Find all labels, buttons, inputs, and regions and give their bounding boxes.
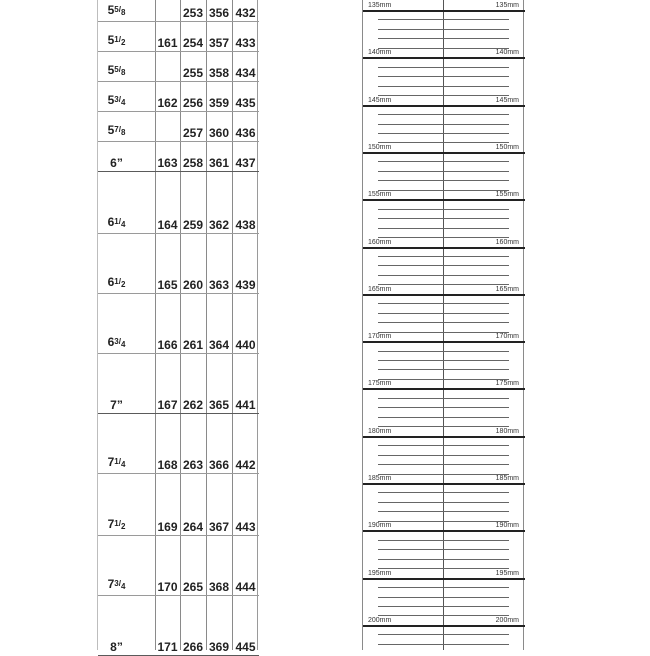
minor-tick bbox=[378, 19, 509, 20]
minor-tick bbox=[378, 606, 509, 607]
minor-tick bbox=[378, 379, 509, 380]
table-row bbox=[98, 536, 259, 596]
inch-whole: 6 bbox=[107, 215, 115, 229]
inch-whole: 7 bbox=[107, 517, 115, 531]
size-value-cell: 262 bbox=[182, 398, 204, 412]
minor-tick bbox=[378, 587, 509, 588]
mm-label-right: 190mm bbox=[495, 522, 519, 530]
size-value-cell: 168 bbox=[157, 458, 178, 472]
minor-tick bbox=[378, 511, 509, 512]
major-tick bbox=[363, 578, 525, 580]
inch-size-cell bbox=[98, 517, 135, 534]
minor-tick bbox=[378, 124, 509, 125]
inch-fraction-numerator: 3 bbox=[114, 95, 119, 104]
fraction-slash: / bbox=[118, 337, 121, 346]
inch-size-cell bbox=[98, 123, 135, 140]
mm-label-right: 160mm bbox=[495, 238, 519, 246]
mm-label-right: 170mm bbox=[495, 333, 519, 341]
table-row bbox=[98, 112, 259, 142]
minor-tick bbox=[378, 256, 509, 257]
minor-tick bbox=[378, 568, 509, 569]
inch-whole: 5 bbox=[107, 123, 115, 137]
fraction-slash: / bbox=[118, 95, 121, 104]
minor-tick bbox=[378, 464, 509, 465]
table-row bbox=[98, 414, 259, 474]
inch-fraction-denominator: 8 bbox=[120, 128, 126, 137]
minor-tick bbox=[378, 398, 509, 399]
size-value-cell: 162 bbox=[157, 96, 178, 110]
size-value-cell: 368 bbox=[208, 580, 230, 594]
minor-tick bbox=[378, 445, 509, 446]
inch-size-cell bbox=[98, 577, 135, 594]
minor-tick bbox=[378, 332, 509, 333]
minor-tick bbox=[378, 313, 509, 314]
inch-fraction-denominator: 2 bbox=[120, 280, 126, 289]
inch-fraction-denominator: 4 bbox=[120, 340, 126, 349]
mm-label-right: 150mm bbox=[495, 143, 519, 151]
inch-fraction-numerator: 1 bbox=[114, 277, 119, 286]
size-value-cell: 369 bbox=[208, 640, 230, 654]
inch-size-cell bbox=[98, 455, 135, 472]
minor-tick bbox=[378, 407, 509, 408]
mm-label-right: 145mm bbox=[495, 96, 519, 104]
minor-tick bbox=[378, 369, 509, 370]
minor-tick bbox=[378, 228, 509, 229]
size-value-cell: 363 bbox=[208, 278, 230, 292]
minor-tick bbox=[378, 29, 509, 30]
mm-label-left: 140mm bbox=[368, 49, 392, 57]
inch-whole: 7 bbox=[107, 455, 115, 469]
millimeter-ruler bbox=[362, 0, 524, 650]
inch-size-cell bbox=[98, 398, 135, 412]
inch-size-cell bbox=[98, 640, 135, 654]
minor-tick bbox=[378, 171, 509, 172]
fraction-slash: / bbox=[118, 217, 121, 226]
size-value-cell: 163 bbox=[157, 156, 178, 170]
inch-fraction-denominator: 4 bbox=[120, 460, 126, 469]
minor-tick bbox=[378, 351, 509, 352]
inch-fraction-numerator: 3 bbox=[114, 337, 119, 346]
inch-whole: 6 bbox=[107, 335, 115, 349]
size-value-cell: 170 bbox=[157, 580, 178, 594]
inch-size-cell bbox=[98, 93, 135, 110]
minor-tick bbox=[378, 549, 509, 550]
minor-tick bbox=[378, 265, 509, 266]
major-tick bbox=[363, 10, 525, 12]
minor-tick bbox=[378, 417, 509, 418]
minor-tick bbox=[378, 634, 509, 635]
mm-label-left: 195mm bbox=[368, 569, 392, 577]
mm-label-left: 175mm bbox=[368, 380, 392, 388]
fraction-slash: / bbox=[118, 579, 121, 588]
major-tick bbox=[363, 530, 525, 532]
mm-label-left: 160mm bbox=[368, 238, 392, 246]
minor-tick bbox=[378, 521, 509, 522]
mm-label-right: 200mm bbox=[495, 616, 519, 624]
inch-size-cell bbox=[98, 156, 135, 170]
table-row bbox=[98, 596, 259, 656]
minor-tick bbox=[378, 95, 509, 96]
mm-label-left: 150mm bbox=[368, 143, 392, 151]
table-row bbox=[98, 0, 259, 22]
fraction-slash: / bbox=[118, 277, 121, 286]
inch-fraction-numerator: 1 bbox=[114, 519, 119, 528]
table-row bbox=[98, 234, 259, 294]
minor-tick bbox=[378, 114, 509, 115]
mm-label-left: 165mm bbox=[368, 285, 392, 293]
minor-tick bbox=[378, 322, 509, 323]
inch-fraction-denominator: 4 bbox=[120, 220, 126, 229]
mm-label-right: 175mm bbox=[495, 380, 519, 388]
size-value-cell: 356 bbox=[208, 6, 230, 20]
inch-fraction-numerator: 1 bbox=[114, 35, 119, 44]
minor-tick bbox=[378, 597, 509, 598]
size-value-cell: 264 bbox=[182, 520, 204, 534]
size-value-cell: 442 bbox=[235, 458, 256, 472]
minor-tick bbox=[378, 502, 509, 503]
major-tick bbox=[363, 294, 525, 296]
mm-label-left: 135mm bbox=[368, 2, 392, 9]
fraction-slash: / bbox=[118, 35, 121, 44]
minor-tick bbox=[378, 360, 509, 361]
mm-label-left: 180mm bbox=[368, 427, 392, 435]
mm-label-left: 200mm bbox=[368, 616, 392, 624]
size-value-cell: 441 bbox=[235, 398, 256, 412]
size-value-cell: 444 bbox=[235, 580, 256, 594]
table-row bbox=[98, 82, 259, 112]
table-row bbox=[98, 474, 259, 536]
table-row bbox=[98, 354, 259, 414]
mm-label-right: 195mm bbox=[495, 569, 519, 577]
size-value-cell: 165 bbox=[157, 278, 178, 292]
size-value-cell: 434 bbox=[235, 66, 256, 80]
size-value-cell: 432 bbox=[235, 6, 256, 20]
inch-fraction-numerator: 3 bbox=[114, 579, 119, 588]
mm-label-left: 190mm bbox=[368, 522, 392, 530]
mm-label-right: 180mm bbox=[495, 427, 519, 435]
size-value-cell: 255 bbox=[182, 66, 204, 80]
size-value-cell: 167 bbox=[157, 398, 178, 412]
size-value-cell: 437 bbox=[235, 156, 256, 170]
size-conversion-table bbox=[97, 0, 258, 654]
inch-fraction-denominator: 8 bbox=[120, 68, 126, 77]
table-row bbox=[98, 294, 259, 354]
inch-fraction-denominator: 4 bbox=[120, 98, 126, 107]
size-value-cell: 362 bbox=[208, 218, 230, 232]
inch-whole: 5 bbox=[107, 63, 115, 77]
fraction-slash: / bbox=[118, 5, 121, 14]
major-tick bbox=[363, 199, 525, 201]
inch-fraction-numerator: 7 bbox=[114, 125, 119, 134]
fraction-slash: / bbox=[118, 519, 121, 528]
minor-tick bbox=[378, 133, 509, 134]
major-tick bbox=[363, 625, 525, 627]
minor-tick bbox=[378, 237, 509, 238]
inch-whole: 6” bbox=[110, 156, 123, 170]
table-row bbox=[98, 22, 259, 52]
major-tick bbox=[363, 57, 525, 59]
minor-tick bbox=[378, 142, 509, 143]
inch-size-cell bbox=[98, 63, 135, 80]
inch-fraction-numerator: 5 bbox=[114, 5, 119, 14]
inch-size-cell bbox=[98, 33, 135, 50]
major-tick bbox=[363, 247, 525, 249]
size-value-cell: 261 bbox=[182, 338, 204, 352]
minor-tick bbox=[378, 86, 509, 87]
size-value-cell: 254 bbox=[182, 36, 204, 50]
mm-label-left: 155mm bbox=[368, 191, 392, 199]
mm-label-left: 145mm bbox=[368, 96, 392, 104]
minor-tick bbox=[378, 48, 509, 49]
mm-label-right: 135mm bbox=[495, 2, 519, 9]
minor-tick bbox=[378, 209, 509, 210]
minor-tick bbox=[378, 180, 509, 181]
inch-whole: 5 bbox=[107, 33, 115, 47]
table-row bbox=[98, 52, 259, 82]
size-value-cell: 257 bbox=[182, 126, 204, 140]
inch-size-cell bbox=[98, 3, 135, 20]
size-value-cell: 253 bbox=[182, 6, 204, 20]
minor-tick bbox=[378, 474, 509, 475]
minor-tick bbox=[378, 455, 509, 456]
size-value-cell: 265 bbox=[182, 580, 204, 594]
inch-size-cell bbox=[98, 275, 135, 292]
minor-tick bbox=[378, 38, 509, 39]
inch-size-cell bbox=[98, 335, 135, 352]
size-value-cell: 171 bbox=[157, 640, 178, 654]
table-row bbox=[98, 142, 259, 172]
inch-whole: 8” bbox=[110, 640, 123, 654]
minor-tick bbox=[378, 615, 509, 616]
mm-label-right: 165mm bbox=[495, 285, 519, 293]
size-value-cell: 266 bbox=[182, 640, 204, 654]
mm-label-right: 155mm bbox=[495, 191, 519, 199]
fraction-slash: / bbox=[118, 125, 121, 134]
mm-label-left: 170mm bbox=[368, 333, 392, 341]
inch-fraction-denominator: 2 bbox=[120, 38, 126, 47]
minor-tick bbox=[378, 284, 509, 285]
size-value-cell: 358 bbox=[208, 66, 230, 80]
size-value-cell: 258 bbox=[182, 156, 204, 170]
size-value-cell: 166 bbox=[157, 338, 178, 352]
ruler-center-line bbox=[443, 0, 444, 650]
fraction-slash: / bbox=[118, 65, 121, 74]
minor-tick bbox=[378, 540, 509, 541]
size-value-cell: 361 bbox=[208, 156, 230, 170]
major-tick bbox=[363, 388, 525, 390]
size-value-cell: 256 bbox=[182, 96, 204, 110]
major-tick bbox=[363, 483, 525, 485]
size-value-cell: 435 bbox=[235, 96, 256, 110]
minor-tick bbox=[378, 303, 509, 304]
inch-fraction-numerator: 1 bbox=[114, 457, 119, 466]
size-value-cell: 433 bbox=[235, 36, 256, 50]
size-value-cell: 366 bbox=[208, 458, 230, 472]
inch-whole: 6 bbox=[107, 275, 115, 289]
inch-fraction-denominator: 4 bbox=[120, 582, 126, 591]
minor-tick bbox=[378, 559, 509, 560]
size-value-cell: 443 bbox=[235, 520, 256, 534]
size-value-cell: 438 bbox=[235, 218, 256, 232]
major-tick bbox=[363, 436, 525, 438]
mm-label-right: 185mm bbox=[495, 475, 519, 482]
size-value-cell: 259 bbox=[182, 218, 204, 232]
inch-fraction-numerator: 5 bbox=[114, 65, 119, 74]
size-value-cell: 169 bbox=[157, 520, 178, 534]
major-tick bbox=[363, 152, 525, 154]
minor-tick bbox=[378, 426, 509, 427]
minor-tick bbox=[378, 644, 509, 645]
mm-label-right: 140mm bbox=[495, 49, 519, 57]
size-value-cell: 360 bbox=[208, 126, 230, 140]
minor-tick bbox=[378, 67, 509, 68]
major-tick bbox=[363, 105, 525, 107]
size-value-cell: 439 bbox=[235, 278, 256, 292]
size-value-cell: 161 bbox=[157, 36, 178, 50]
size-value-cell: 164 bbox=[157, 218, 178, 232]
size-value-cell: 367 bbox=[208, 520, 230, 534]
table-row bbox=[98, 172, 259, 234]
inch-whole: 5 bbox=[107, 93, 115, 107]
inch-fraction-numerator: 1 bbox=[114, 217, 119, 226]
mm-label-left: 185mm bbox=[368, 475, 392, 482]
size-value-cell: 263 bbox=[182, 458, 204, 472]
fraction-slash: / bbox=[118, 457, 121, 466]
minor-tick bbox=[378, 492, 509, 493]
minor-tick bbox=[378, 190, 509, 191]
size-value-cell: 436 bbox=[235, 126, 256, 140]
size-value-cell: 359 bbox=[208, 96, 230, 110]
size-value-cell: 260 bbox=[182, 278, 204, 292]
size-value-cell: 365 bbox=[208, 398, 230, 412]
minor-tick bbox=[378, 275, 509, 276]
size-value-cell: 364 bbox=[208, 338, 230, 352]
minor-tick bbox=[378, 161, 509, 162]
inch-fraction-denominator: 8 bbox=[120, 8, 126, 17]
minor-tick bbox=[378, 218, 509, 219]
size-value-cell: 445 bbox=[235, 640, 256, 654]
major-tick bbox=[363, 341, 525, 343]
inch-whole: 7 bbox=[107, 577, 115, 591]
inch-fraction-denominator: 2 bbox=[120, 522, 126, 531]
inch-whole: 5 bbox=[107, 3, 115, 17]
inch-size-cell bbox=[98, 215, 135, 232]
size-value-cell: 440 bbox=[235, 338, 256, 352]
minor-tick bbox=[378, 76, 509, 77]
size-value-cell: 357 bbox=[208, 36, 230, 50]
inch-whole: 7” bbox=[110, 398, 123, 412]
